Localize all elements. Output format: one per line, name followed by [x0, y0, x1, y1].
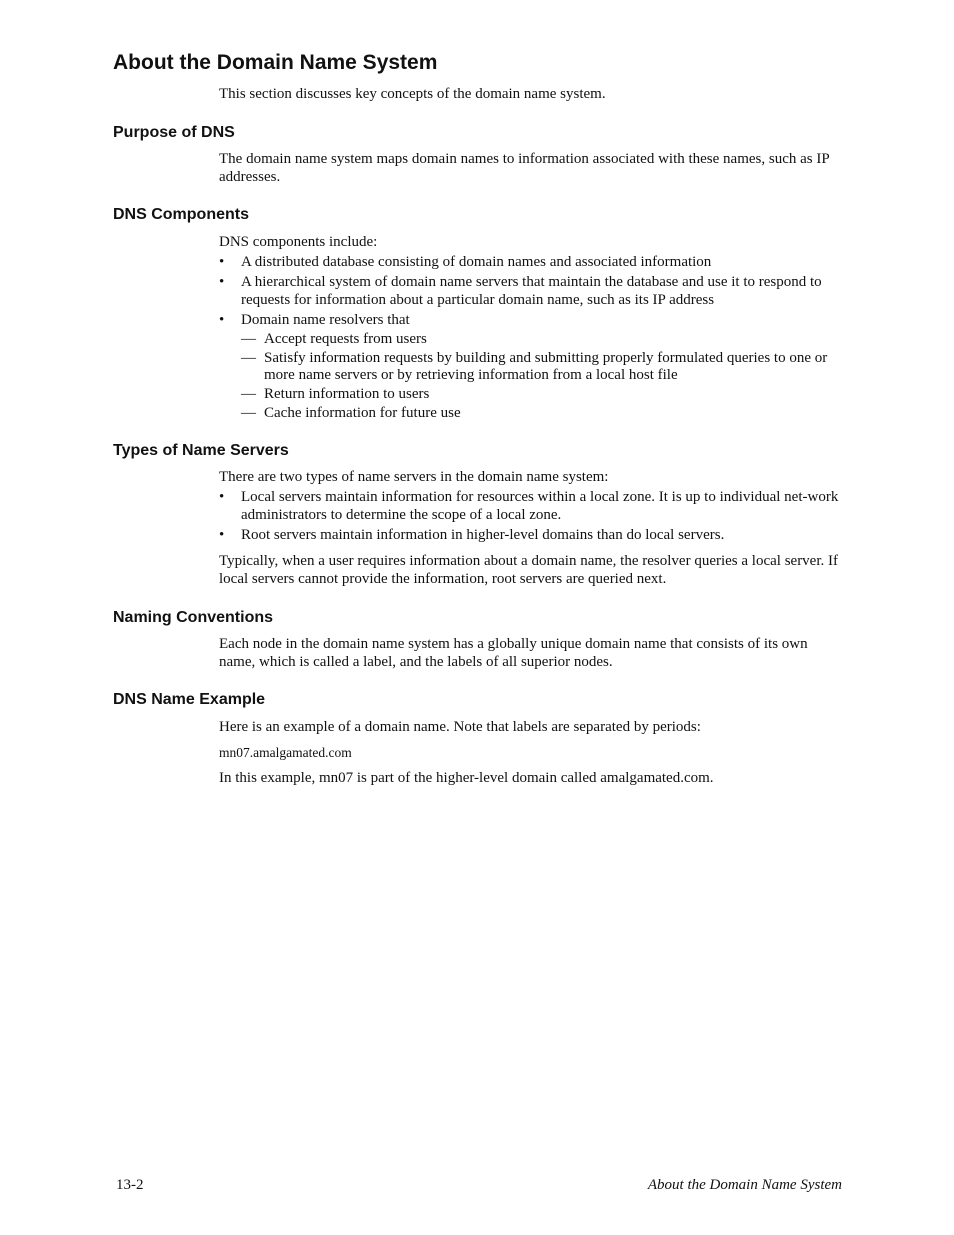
resolver-sublist: [241, 331, 844, 423]
sub-list-item-text: Return information to users: [264, 386, 430, 402]
page-number: 13-2: [116, 1177, 144, 1193]
list-item-text: Local servers maintain information for resources within a local zone. It is up to individual net-work administrators to determine the scope of a local zone.: [241, 489, 839, 523]
list-item-text: A distributed database consisting of domain names and associated information: [241, 254, 712, 270]
dash-glyph: —: [241, 405, 256, 421]
example-lead: Here is an example of a domain name. Note that labels are separated by periods:: [219, 719, 701, 735]
bullet-glyph: •: [219, 489, 225, 505]
types-list: [219, 489, 844, 544]
types-lead: There are two types of name servers in the domain name system:: [219, 469, 609, 485]
heading-types: Types of Name Servers: [113, 442, 289, 459]
heading-components: DNS Components: [113, 206, 249, 223]
sub-list-item: [241, 405, 844, 423]
sub-list-item-text: Accept requests from users: [264, 330, 427, 347]
bullet-glyph: •: [219, 526, 225, 543]
sub-list-item-text: Cache information for future use: [264, 405, 461, 421]
bullet-glyph: •: [219, 311, 225, 328]
list-item: [219, 527, 844, 545]
components-block: [219, 234, 844, 425]
dash-glyph: —: [241, 330, 256, 347]
list-item-text: Root servers maintain information in higher-level domains than do local servers.: [241, 526, 725, 543]
list-item: [219, 312, 844, 423]
bullet-glyph: •: [219, 274, 225, 290]
sub-list-item: [241, 350, 844, 385]
purpose-paragraph: The domain name system maps domain names to information associated with these names, such as IP addresses.: [219, 151, 830, 185]
heading-purpose: Purpose of DNS: [113, 124, 235, 141]
list-item: [219, 274, 844, 309]
heading-naming: Naming Conventions: [113, 609, 274, 626]
types-block: [219, 469, 844, 547]
dash-glyph: —: [241, 349, 256, 366]
list-item-text: Domain name resolvers that: [241, 311, 410, 328]
types-closing: Typically, when a user requires information about a domain name, the resolver queries a local server. If local servers cannot provide the information, root servers are queried next.: [219, 553, 838, 587]
bullet-glyph: •: [219, 254, 225, 270]
intro-paragraph: This section discusses key concepts of the domain name system.: [219, 86, 606, 102]
page-title: About the Domain Name System: [113, 51, 438, 74]
example-domain-code: mn07.amalgamated.com: [219, 745, 352, 760]
sub-list-item: [241, 331, 844, 349]
list-item: [219, 489, 844, 524]
running-footer-title: About the Domain Name System: [647, 1177, 842, 1193]
sub-list-item: [241, 386, 844, 404]
naming-paragraph: Each node in the domain name system has a globally unique domain name that consists of its own name, which is called a label, and the labels of all superior nodes.: [219, 636, 808, 670]
dash-glyph: —: [241, 386, 256, 402]
example-closing: In this example, mn07 is part of the higher-level domain called amalgamated.com.: [219, 770, 714, 786]
components-lead: DNS components include:: [219, 234, 378, 250]
list-item-text: A hierarchical system of domain name servers that maintain the database and use it to respond to requests for information about a particular domain name, such as its IP address: [241, 274, 822, 308]
list-item: [219, 254, 844, 272]
heading-example: DNS Name Example: [113, 691, 266, 708]
sub-list-item-text: Satisfy information requests by building and submitting properly formulated queries to one or more name servers or by retrieving information from a local host file: [264, 349, 828, 383]
components-list: [219, 254, 844, 423]
